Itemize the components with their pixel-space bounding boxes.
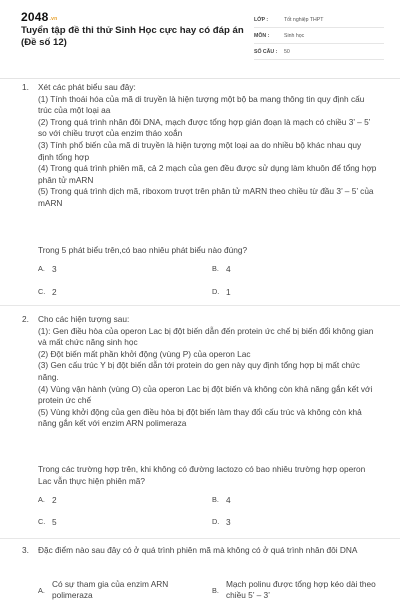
option-letter: C. <box>38 517 46 526</box>
document-header <box>0 0 400 78</box>
question-body <box>38 82 378 210</box>
question-line: (5) Vùng khởi động của gen điều hòa bị đột biến làm thay đổi cấu trúc và không còn khả năng gắn kết với enzim ARN polimeraza <box>38 406 362 429</box>
document-title: Tuyển tập đề thi thử Sinh Học cực hay có đáp án (Đề số 12) <box>21 25 244 48</box>
option-text: 3 <box>226 517 231 527</box>
question-line: (2) Trong quá trình nhân đôi DNA, mạch được tổng hợp gián đoạn là mạch có chiều 3’ – 5’ so với chiều trượt của enzim tháo xoắn <box>38 116 371 139</box>
question-line: (3) Gen cấu trúc Y bị đột biến dẫn tới protein do gen này quy định tổng hợp bị mất chức năng. <box>38 360 360 382</box>
question-3 <box>22 545 380 600</box>
site-logo[interactable] <box>21 10 57 24</box>
option-text: 3 <box>52 264 57 274</box>
option-letter: B. <box>212 264 219 273</box>
question-separator <box>0 538 400 539</box>
meta-count-value: 50 <box>284 49 290 55</box>
question-2 <box>22 314 380 536</box>
meta-class-key: LỚP : <box>254 17 269 23</box>
option-text: 2 <box>52 495 57 505</box>
option-letter: A. <box>38 264 45 273</box>
question-line: (1): Gen điều hòa của operon Lac bị đột biến dẫn đến protein ức chế bị biến đổi không gian và mất chức năng sinh học <box>38 325 374 348</box>
option-text: 4 <box>226 264 231 274</box>
question-line: Xét các phát biểu sau đây: <box>38 82 136 92</box>
question-body <box>38 545 378 557</box>
question-line: (4) Trong quá trình phiên mã, cả 2 mạch của gen đều được sử dụng làm khuôn để tổng hợp phân tử mARN <box>38 163 377 185</box>
logo-suffix: .vn <box>49 16 58 22</box>
option-text: Có sự tham gia của enzim ARN polimeraza <box>52 579 169 600</box>
option-text: 5 <box>52 517 57 527</box>
logo-text: 2048 <box>21 10 49 24</box>
option-text: 2 <box>52 287 57 297</box>
meta-subject-key: MÔN : <box>254 33 270 39</box>
question-1 <box>22 82 380 300</box>
option-letter: B. <box>212 495 219 504</box>
option-text: 4 <box>226 495 231 505</box>
meta-count-row <box>254 44 384 60</box>
question-body <box>38 314 378 430</box>
option-letter: A. <box>38 586 45 595</box>
option-letter: B. <box>212 586 219 595</box>
meta-class-row <box>254 12 384 28</box>
question-line: (4) Vùng vận hành (vùng O) của operon Lac bị đột biến và không còn khả năng gắn kết với protein ức chế <box>38 383 373 406</box>
question-prompt: Trong 5 phát biểu trên,có bao nhiêu phát biểu nào đúng? <box>38 245 248 255</box>
option-letter: D. <box>212 517 220 526</box>
question-number: 2. <box>22 314 29 324</box>
meta-subject-row <box>254 28 384 44</box>
question-line: Cho các hiện tượng sau: <box>38 314 130 324</box>
question-prompt: Trong các trường hợp trên, khi không có đường lactozo có bao nhiêu trường hợp operon Lac vẫn thực hiện phiên mã? <box>38 464 366 486</box>
option-text: 1 <box>226 287 231 297</box>
question-line: Đặc điểm nào sau đây có ở quá trình phiên mã mà không có ở quá trình nhân đôi DNA <box>38 545 358 555</box>
meta-subject-value: Sinh học <box>284 33 305 39</box>
header-divider <box>0 78 400 79</box>
question-line: (3) Tính phổ biến của mã di truyền là hiện tượng một loại aa do nhiều bộ khác nhau quy định tổng hợp <box>38 139 362 162</box>
question-line: (1) Tính thoái hóa của mã di truyền là hiện tượng một bộ ba mang thông tin quy định cấu trúc của một loại aa <box>38 93 365 116</box>
question-number: 1. <box>22 82 29 92</box>
option-letter: C. <box>38 287 46 296</box>
meta-count-key: SỐ CÂU : <box>254 49 278 55</box>
option-text: Mạch polinu được tổng hợp kéo dài theo chiều 5’ – 3’ <box>226 579 376 600</box>
option-letter: A. <box>38 495 45 504</box>
question-line: (5) Trong quá trình dịch mã, riboxom trượt trên phân tử mARN theo chiều từ đầu 3’ – 5’ của mARN <box>38 186 374 208</box>
question-line: (2) Đột biến mất phần khởi động (vùng P) của operon Lac <box>38 348 251 359</box>
question-number: 3. <box>22 545 29 555</box>
option-letter: D. <box>212 287 220 296</box>
question-separator <box>0 305 400 306</box>
meta-class-value: Tốt nghiệp THPT <box>284 17 324 23</box>
